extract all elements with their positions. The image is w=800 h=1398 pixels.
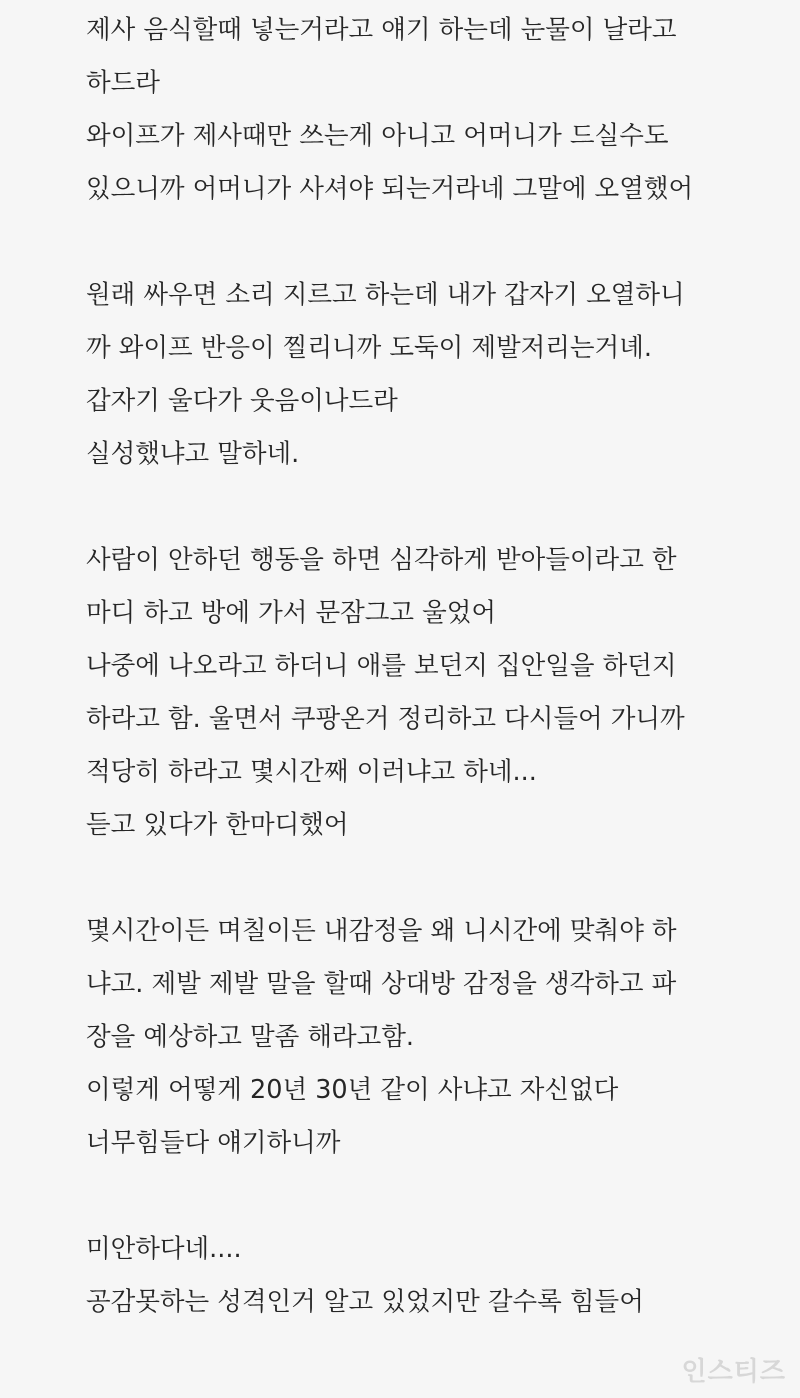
- paragraph-1: [86, 4, 786, 216]
- text-line: 원래 싸우면 소리 지르고 하는데 내가 갑자기 오열하니: [86, 280, 685, 310]
- text-line: 갑자기 울다가 웃음이나드라: [86, 386, 398, 416]
- text-line: 냐고. 제발 제발 말을 할때 상대방 감정을 생각하고 파: [86, 969, 677, 999]
- text-line: 제사 음식할때 넣는거라고 얘기 하는데 눈물이 날라고: [86, 15, 677, 45]
- paragraph-spacer: [86, 852, 786, 905]
- text-line: 듣고 있다가 한마디했어: [86, 810, 349, 840]
- text-line: 하라고 함. 울면서 쿠팡온거 정리하고 다시들어 가니까: [86, 704, 685, 734]
- post-body: [86, 0, 786, 1329]
- paragraph-spacer: [86, 216, 786, 269]
- text-line: 하드라: [86, 68, 160, 98]
- paragraph-3: [86, 534, 786, 852]
- text-line: 와이프가 제사때만 쓰는게 아니고 어머니가 드실수도: [86, 121, 669, 151]
- paragraph-spacer: [86, 481, 786, 534]
- paragraph-2: [86, 269, 786, 481]
- text-line: 마디 하고 방에 가서 문잠그고 울었어: [86, 598, 497, 628]
- text-line: 미안하다네....: [86, 1234, 242, 1264]
- text-line: 까 와이프 반응이 찔리니까 도둑이 제발저리는거녜.: [86, 333, 652, 363]
- text-line: 사람이 안하던 행동을 하면 심각하게 받아들이라고 한: [86, 545, 677, 575]
- site-watermark: 인스티즈: [681, 1357, 786, 1387]
- text-line: 장을 예상하고 말좀 해라고함.: [86, 1022, 415, 1052]
- paragraph-spacer: [86, 1170, 786, 1223]
- text-line: 너무힘들다 얘기하니까: [86, 1128, 341, 1158]
- text-line: 몇시간이든 며칠이든 내감정을 왜 니시간에 맞춰야 하: [86, 916, 677, 946]
- text-line: 있으니까 어머니가 사셔야 되는거라네 그말에 오열했어: [86, 174, 694, 204]
- paragraph-5: [86, 1223, 786, 1329]
- text-line: 나중에 나오라고 하더니 애를 보던지 집안일을 하던지: [86, 651, 677, 681]
- text-line: 실성했냐고 말하네.: [86, 439, 300, 469]
- text-line: 이렇게 어떻게 20년 30년 같이 사냐고 자신없다: [86, 1075, 619, 1105]
- paragraph-4: [86, 905, 786, 1170]
- text-line: 적당히 하라고 몇시간째 이러냐고 하네...: [86, 757, 537, 787]
- text-line: 공감못하는 성격인거 알고 있었지만 갈수록 힘들어: [86, 1287, 644, 1317]
